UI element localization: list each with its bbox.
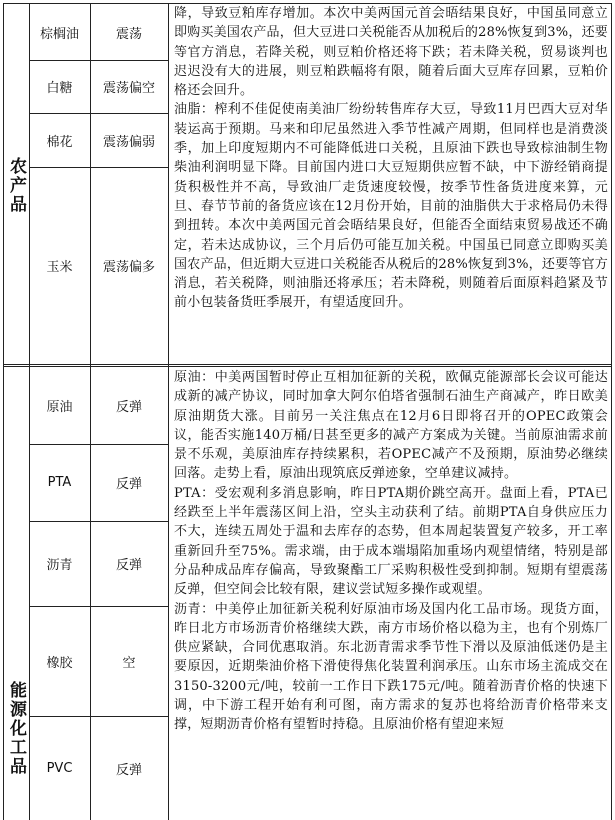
analysis-cell-energy <box>168 368 612 820</box>
border-right <box>611 3 612 820</box>
analysis-paragraph-meal: 降，导致豆粕库存增加。本次中美两国元首会晤结果良好，中国虽同意立即购买美国农产品，但大豆进口关税能否从加税后的28%恢复到3%，还要等官方消息，若降关税，则豆粕价格还将下跌；若未降关税，贸易谈判也迟迟没有大的进展，则豆粕跌幅将有限，随着后面大豆库存回累，豆粕价格还会回升。 <box>174 6 608 99</box>
product-cell: 原油 <box>46 399 73 415</box>
view-cell: 震荡偏弱 <box>102 134 155 150</box>
view-cell: 反弹 <box>115 399 142 415</box>
product-cell: 橡胶 <box>46 655 73 671</box>
divider-row <box>29 60 168 61</box>
view-cell: 反弹 <box>115 477 142 492</box>
divider-row <box>29 606 168 607</box>
category-label: 农产品 <box>6 156 26 214</box>
analysis-paragraph-oil: 油脂：榨利不佳促使南美油厂纷纷转售库存大豆，导致11月巴西大豆对华装运高于预期。马来和印尼虽然进入季节性减产周期，但同样也是消费淡季，加上印度短期内不可能降低进口关税，且原油下跌也导致棕油制生物柴油利润明显下降。目前国内进口大豆短期供应暂不缺，中下游经销商提货积极性并不高，导致油厂走货速度较慢，按季节性备货进度来算，元旦、春节节前的备货应该在12月份开始，目前的油脂供大于求格局仍未得到扭转。本次中美两国元首会晤结果良好，但能否全面结束贸易战还不确定，若未达成协议，三个月后仍可能互加关税。中国虽已同意立即购买美国农产品，但近期大豆进口关税能否从税后的28%恢复到3%，还要等官方消息，若关税降，则油脂还将承压；若未降税，则随着后面原料趋紧及节前小包装备货旺季展开，有望适度回升。 <box>174 102 608 311</box>
product-cell: PTA <box>47 475 72 490</box>
category-cell-energy <box>4 366 29 820</box>
analysis-paragraph-asphalt: 沥青：中美停止加征新关税利好原油市场及国内化工品市场。现货方面，昨日北方市场沥青价格继续大跌，南方市场价格以稳为主，也有个别炼厂供应紧缺，合同优惠取消。东北沥青需求季节性下滑以及原油低迷仍是主要原因，近期柴油价格下滑使得焦化装置利润承压。山东市场主流成交在3150-3200元/吨，较前一工作日下跌175元/吨。随着沥青价格的快速下调，中下游工程开始有利可图，南方需求的复苏也将给沥青价格带来支撑，短期沥青价格有望暂时持稳。且原油价格有望迎来短 <box>174 601 608 733</box>
category-cell-agri <box>4 4 29 364</box>
divider-row <box>29 716 168 717</box>
product-cell: PVC <box>46 760 73 776</box>
view-cell: 震荡偏多 <box>102 260 155 275</box>
divider-row <box>29 521 168 522</box>
product-cell: 白糖 <box>46 81 73 96</box>
view-cell: 反弹 <box>115 558 142 573</box>
product-cell: 棕榈油 <box>39 26 79 42</box>
view-cell: 震荡偏空 <box>102 81 155 96</box>
analysis-paragraph-pta: PTA：受宏观利多消息影响，昨日PTA期价跳空高开。盘面上看，PTA已经跌至上半年震荡区间上沿，空头主动获利了结。前期PTA自身供应压力不大，连续五周处于温和去库存的态势，但本周起装置复产较多，开工率重新回升至75%。需求端，由于成本端塌陷加重场内观望情绪，特别是部分品种成品库存偏高，导致聚酯工厂采购积极性受到抑制。短期有望震荡反弹，但空间会比较有限，建议尝试短多操作或观望。 <box>174 485 608 598</box>
view-cell: 反弹 <box>115 762 142 778</box>
view-cell: 震荡 <box>115 26 142 42</box>
category-label: 能源化工品 <box>6 680 26 776</box>
divider-col-1 <box>29 3 30 820</box>
analysis-cell-agri <box>168 4 612 364</box>
border-left <box>3 3 4 820</box>
section-divider <box>3 364 612 365</box>
product-cell: 玉米 <box>46 260 73 275</box>
divider-row <box>29 444 168 445</box>
border-top <box>3 3 612 4</box>
divider-col-3 <box>168 3 169 820</box>
view-cell: 空 <box>122 655 136 671</box>
divider-col-2 <box>90 3 91 820</box>
product-cell: 沥青 <box>46 558 73 573</box>
product-cell: 棉花 <box>46 134 73 150</box>
divider-row <box>29 167 168 168</box>
analysis-paragraph-crude: 原油：中美两国暂时停止互相加征新的关税，欧佩克能源部长会议可能达成新的减产协议，同时加拿大阿尔伯塔省强制石油生产商减产，昨日欧美原油期货大涨。目前另一关注焦点在12月6日即将召开的OPEC政策会议，能否实施140万桶/日甚至更多的减产方案成为关键。当前原油需求前景不乐观，美原油库存持续累积，若OPEC减产不及预期，原油势必继续回落。走势上看，原油出现筑底反弹迹象，空单建议减持。 <box>174 370 608 482</box>
section-divider <box>3 366 612 367</box>
divider-row <box>29 113 168 114</box>
